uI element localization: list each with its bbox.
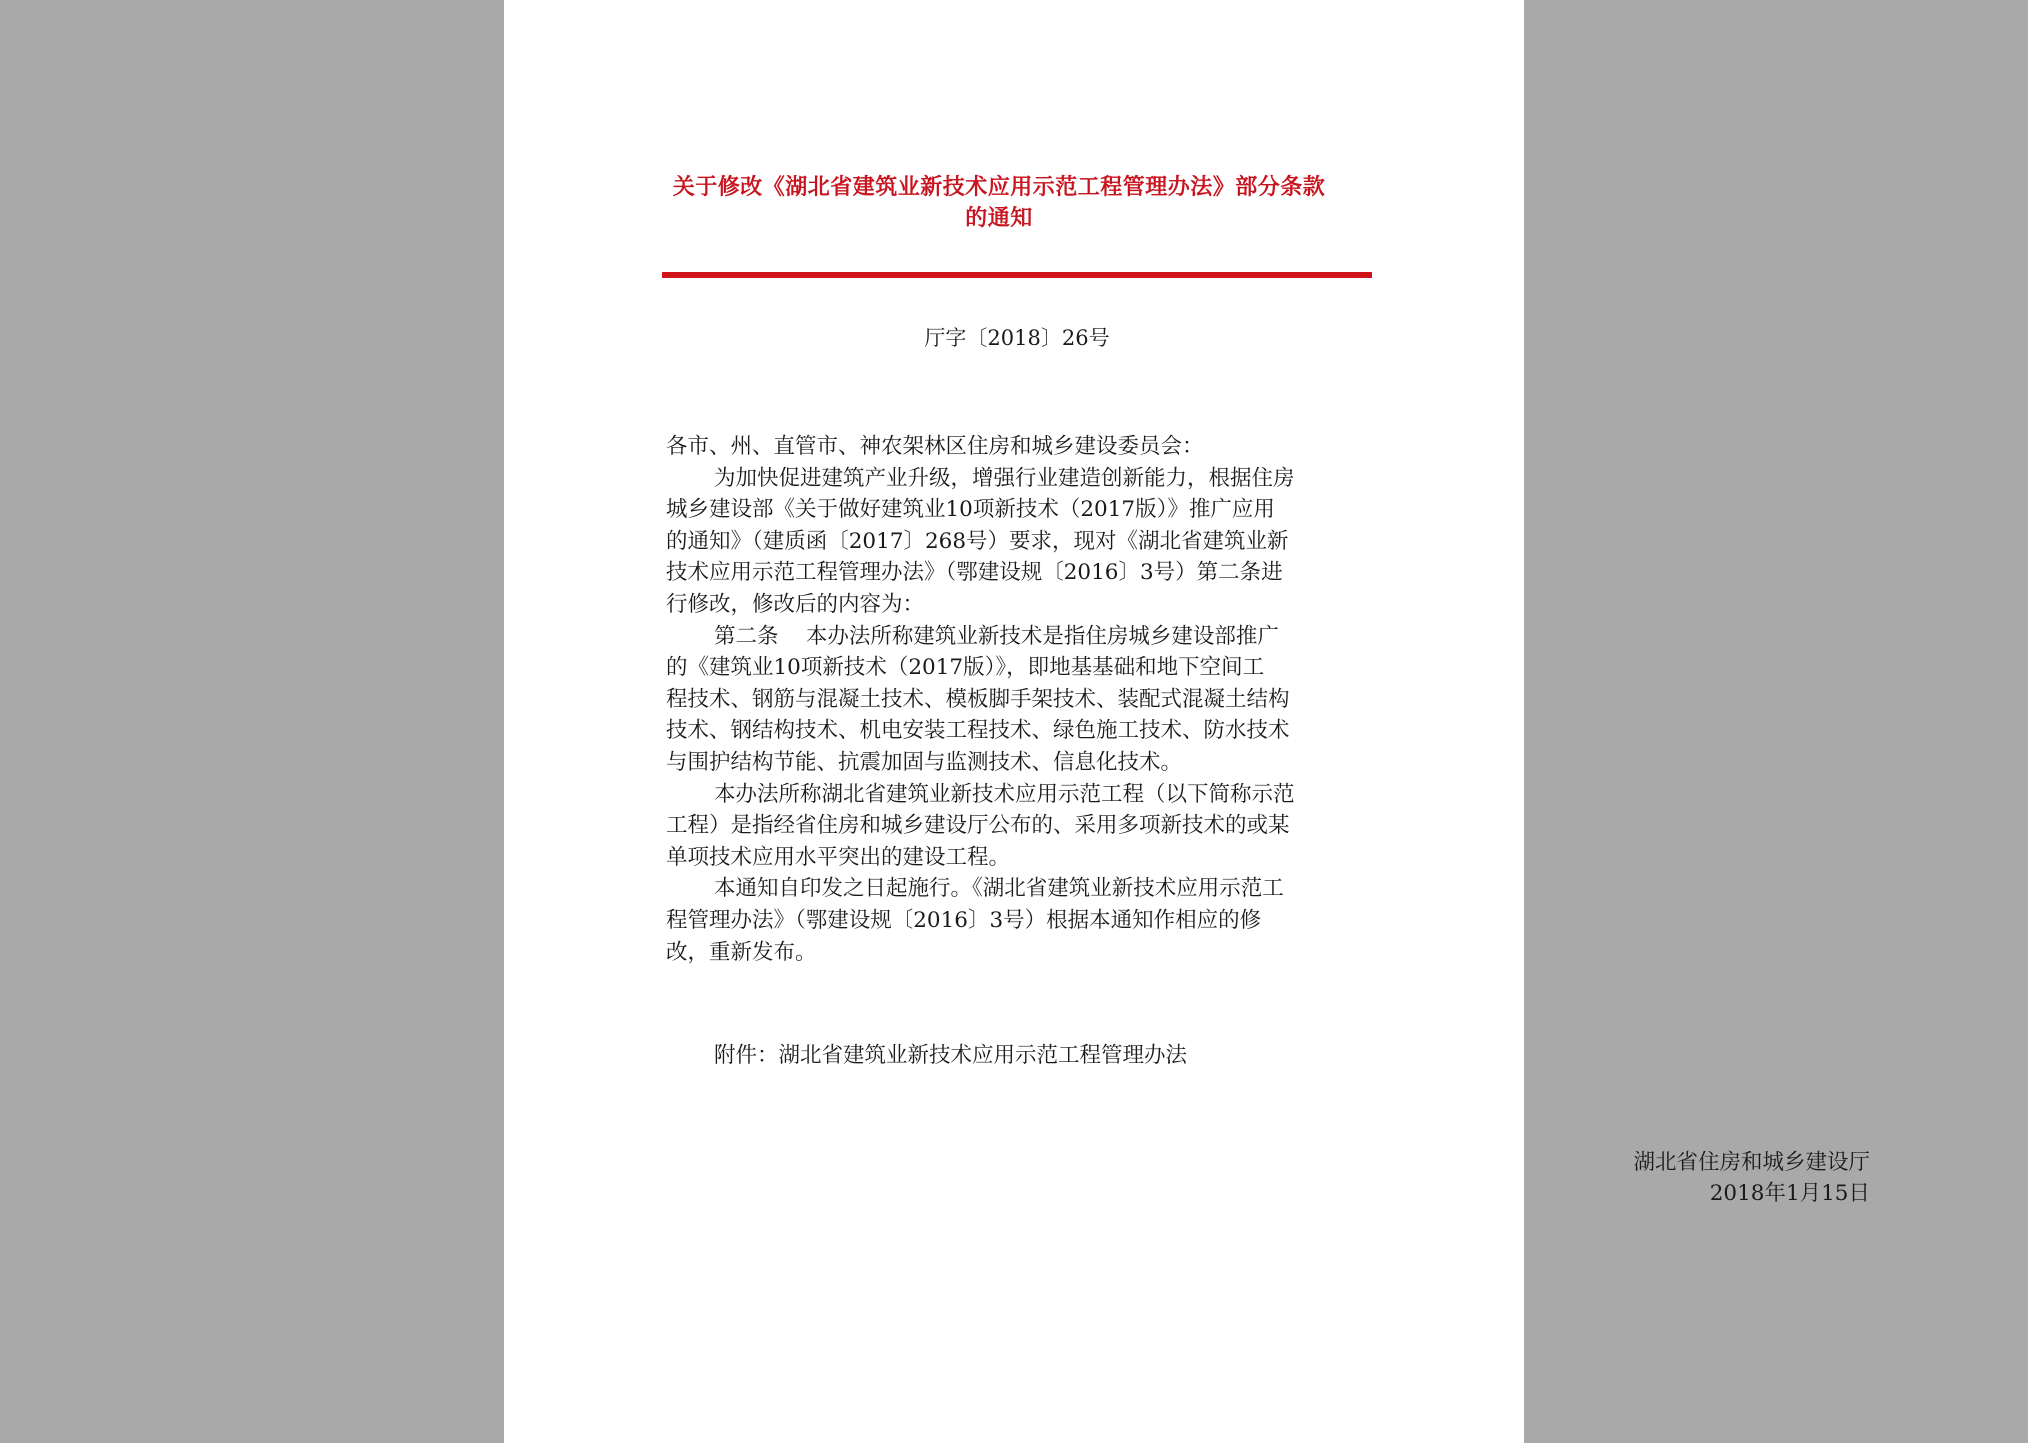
body-line: 第二条 本办法所称建筑业新技术是指住房城乡建设部推广 — [714, 623, 1279, 649]
body-line: 与围护结构节能、抗震加固与监测技术、信息化技术。 — [666, 749, 1183, 775]
body-line: 本通知自印发之日起施行。《湖北省建筑业新技术应用示范工 — [714, 876, 1284, 902]
body-line: 技术应用示范工程管理办法》（鄂建设规〔2016〕3号）第二条进 — [666, 560, 1283, 586]
body-line: 的《建筑业10项新技术（2017版）》，即地基基础和地下空间工 — [666, 655, 1265, 681]
signature-block — [1004, 1147, 1870, 1209]
title-line-1: 关于修改《湖北省建筑业新技术应用示范工程管理办法》部分条款 — [672, 174, 1326, 200]
body-line: 的通知》（建质函〔2017〕268号）要求，现对《湖北省建筑业新 — [666, 528, 1289, 554]
issue-date: 2018年1月15日 — [1709, 1181, 1870, 1206]
attachment-note: 附件：湖北省建筑业新技术应用示范工程管理办法 — [714, 1043, 1188, 1068]
red-separator-rule — [662, 272, 1372, 278]
body-line: 各市、州、直管市、神农架林区住房和城乡建设委员会： — [666, 434, 1204, 459]
body-line: 本办法所称湖北省建筑业新技术应用示范工程（以下简称示范 — [714, 781, 1295, 807]
body-line: 程管理办法》（鄂建设规〔2016〕3号）根据本通知作相应的修 — [666, 907, 1262, 933]
body-line: 改，重新发布。 — [666, 939, 817, 965]
body-line: 城乡建设部《关于做好建筑业10项新技术（2017版）》推广应用 — [666, 497, 1275, 523]
body-line: 工程）是指经省住房和城乡建设厅公布的、采用多项新技术的或某 — [666, 813, 1290, 839]
document-title — [644, 172, 1354, 234]
document-page — [504, 0, 1870, 1443]
body-line: 单项技术应用水平突出的建设工程。 — [666, 844, 1011, 870]
body-line: 技术、钢结构技术、机电安装工程技术、绿色施工技术、防水技术 — [666, 718, 1290, 744]
issuer-name: 湖北省住房和城乡建设厅 — [1633, 1150, 1870, 1175]
body-line: 行修改，修改后的内容为： — [666, 591, 925, 617]
body-line: 程技术、钢筋与混凝土技术、模板脚手架技术、装配式混凝土结构 — [666, 686, 1290, 712]
document-body — [666, 431, 1372, 968]
body-line: 为加快促进建筑产业升级，增强行业建造创新能力，根据住房 — [714, 465, 1295, 491]
document-number: 厅字〔2018〕26号 — [924, 326, 1110, 350]
title-line-2: 的通知 — [965, 205, 1033, 231]
